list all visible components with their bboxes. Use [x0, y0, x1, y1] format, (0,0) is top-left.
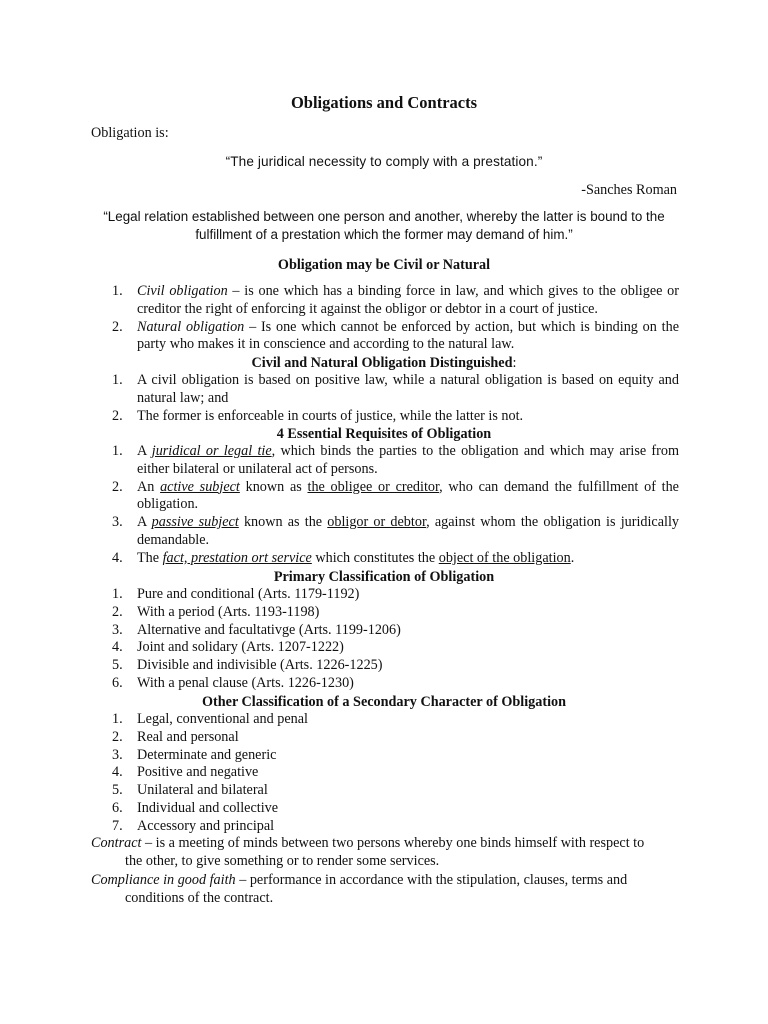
- item-text: With a penal clause (Arts. 1226-1230): [137, 674, 354, 691]
- item-text: Alternative and facultativge (Arts. 1199-1206): [137, 621, 401, 638]
- item-text: Real and personal: [137, 728, 239, 745]
- item-number: 1.: [112, 283, 123, 299]
- list-item: [91, 443, 679, 479]
- item-text: which constitutes the: [311, 549, 439, 566]
- list-item: [91, 729, 679, 747]
- list-item: [91, 747, 679, 765]
- definition-quote: “The juridical necessity to comply with a prestation.”: [225, 154, 543, 169]
- heading-colon: :: [512, 355, 517, 371]
- list-secondary-classification: [91, 711, 679, 836]
- item-term: fact, prestation ort service: [162, 549, 312, 566]
- list-item: [91, 711, 679, 729]
- list-item: [91, 622, 679, 640]
- item-text: A: [137, 443, 152, 459]
- item-number: 5.: [112, 782, 123, 799]
- item-number: 6.: [112, 799, 123, 816]
- list-item: [91, 675, 679, 693]
- item-text: Individual and collective: [137, 799, 279, 816]
- heading-requisites: 4 Essential Requisites of Obligation: [276, 426, 492, 442]
- list-item: [91, 604, 679, 622]
- heading-secondary-classification: Other Classification of a Secondary Character of Obligation: [202, 694, 566, 710]
- legal-relation-quote: “Legal relation established between one person and another, whereby the latter is bound to the fulfillment of a prestation which the former may demand of him.”: [103, 209, 665, 242]
- list-item: [91, 550, 679, 568]
- item-number: 1.: [112, 711, 123, 727]
- item-text: Legal, conventional and penal: [137, 711, 308, 727]
- item-text: Determinate and generic: [137, 746, 277, 763]
- item-text: An: [137, 478, 161, 495]
- item-term: passive subject: [151, 514, 239, 531]
- definition-text: – is a meeting of minds between two persons whereby one binds himself with respect to: [141, 835, 645, 851]
- intro-label: Obligation is:: [91, 125, 169, 141]
- definition-text: – performance in accordance with the stipulation, clauses, terms and: [235, 872, 628, 888]
- item-text: , who can demand the fulfillment of the obligation.: [137, 478, 679, 513]
- list-civil-natural: [91, 283, 679, 354]
- item-text: Pure and conditional (Arts. 1179-1192): [137, 586, 360, 602]
- item-term: Civil obligation: [137, 283, 228, 299]
- heading-primary-classification: Primary Classification of Obligation: [273, 569, 495, 585]
- heading-distinguished: [0, 354, 768, 372]
- list-item: [91, 764, 679, 782]
- item-number: 3.: [112, 514, 123, 531]
- item-text: A: [137, 514, 152, 531]
- item-term: juridical or legal tie: [151, 443, 272, 459]
- contract-definition: [91, 835, 679, 871]
- item-number: 2.: [112, 603, 123, 620]
- list-item: [91, 319, 679, 355]
- list-item: [91, 782, 679, 800]
- item-number: 1.: [112, 443, 123, 459]
- item-number: 2.: [112, 407, 123, 424]
- item-term-secondary: the obligee or creditor: [307, 478, 440, 495]
- item-text: , which binds the parties to the obligation and which may arise from either bilateral or unilateral act of persons.: [137, 443, 679, 477]
- list-primary-classification: [91, 586, 679, 693]
- item-text: .: [570, 549, 575, 566]
- list-item: [91, 800, 679, 818]
- item-term-secondary: obligor or debtor: [327, 514, 427, 531]
- list-item: [91, 408, 679, 426]
- item-number: 6.: [112, 674, 123, 691]
- list-item: [91, 639, 679, 657]
- list-item: [91, 657, 679, 675]
- list-item: [91, 818, 679, 836]
- compliance-definition: [91, 872, 679, 908]
- item-text: A civil obligation is based on positive law, while a natural obligation is based on equity and natural law; and: [137, 372, 679, 406]
- item-term: active subject: [160, 478, 240, 495]
- item-text: Joint and solidary (Arts. 1207-1222): [137, 639, 344, 656]
- item-text: Accessory and principal: [137, 817, 275, 834]
- item-text: , against whom the obligation is juridically demandable.: [137, 514, 680, 548]
- item-text: – Is one which cannot be enforced by action, but which is binding on the party who makes it in conscience and according to the natural law.: [137, 318, 679, 353]
- item-text: Positive and negative: [137, 764, 259, 781]
- item-text: known as: [239, 478, 308, 495]
- item-number: 7.: [112, 817, 123, 834]
- list-item: [91, 283, 679, 319]
- item-number: 4.: [112, 764, 123, 781]
- item-text: With a period (Arts. 1193-1198): [137, 603, 320, 620]
- definition-term: Compliance in good faith: [91, 872, 236, 888]
- item-number: 2.: [112, 478, 123, 495]
- definition-text-continued: conditions of the contract.: [125, 889, 274, 906]
- definition-term: Contract: [91, 835, 142, 851]
- item-text: Unilateral and bilateral: [137, 782, 268, 799]
- item-term-secondary: object of the obligation: [438, 549, 571, 566]
- item-number: 1.: [112, 586, 123, 602]
- list-requisites: [91, 443, 679, 568]
- definition-text-continued: the other, to give something or to render some services.: [125, 852, 440, 869]
- item-text: The former is enforceable in courts of justice, while the latter is not.: [137, 407, 524, 424]
- item-term: Natural obligation: [137, 318, 245, 335]
- item-number: 1.: [112, 372, 123, 388]
- heading-civil-or-natural: Obligation may be Civil or Natural: [277, 257, 491, 273]
- list-item: [91, 514, 679, 550]
- item-number: 4.: [112, 639, 123, 656]
- page-title: Obligations and Contracts: [290, 93, 478, 112]
- item-number: 5.: [112, 657, 123, 674]
- item-number: 3.: [112, 621, 123, 638]
- item-number: 2.: [112, 318, 123, 335]
- item-text: The: [137, 549, 163, 566]
- list-item: [91, 479, 679, 515]
- item-text: known as the: [238, 514, 328, 531]
- list-item: [91, 372, 679, 408]
- list-distinguished: [91, 372, 679, 425]
- item-text: Divisible and indivisible (Arts. 1226-1225): [137, 657, 383, 674]
- item-number: 2.: [112, 728, 123, 745]
- list-item: [91, 586, 679, 604]
- item-text: – is one which has a binding force in law, and which gives to the obligee or creditor the right of enforcing it against the obligor or debtor in a court of justice.: [137, 283, 679, 317]
- item-number: 3.: [112, 746, 123, 763]
- item-number: 4.: [112, 549, 123, 566]
- heading-text: Civil and Natural Obligation Distinguished: [251, 355, 513, 371]
- quote-author: -Sanches Roman: [581, 182, 677, 198]
